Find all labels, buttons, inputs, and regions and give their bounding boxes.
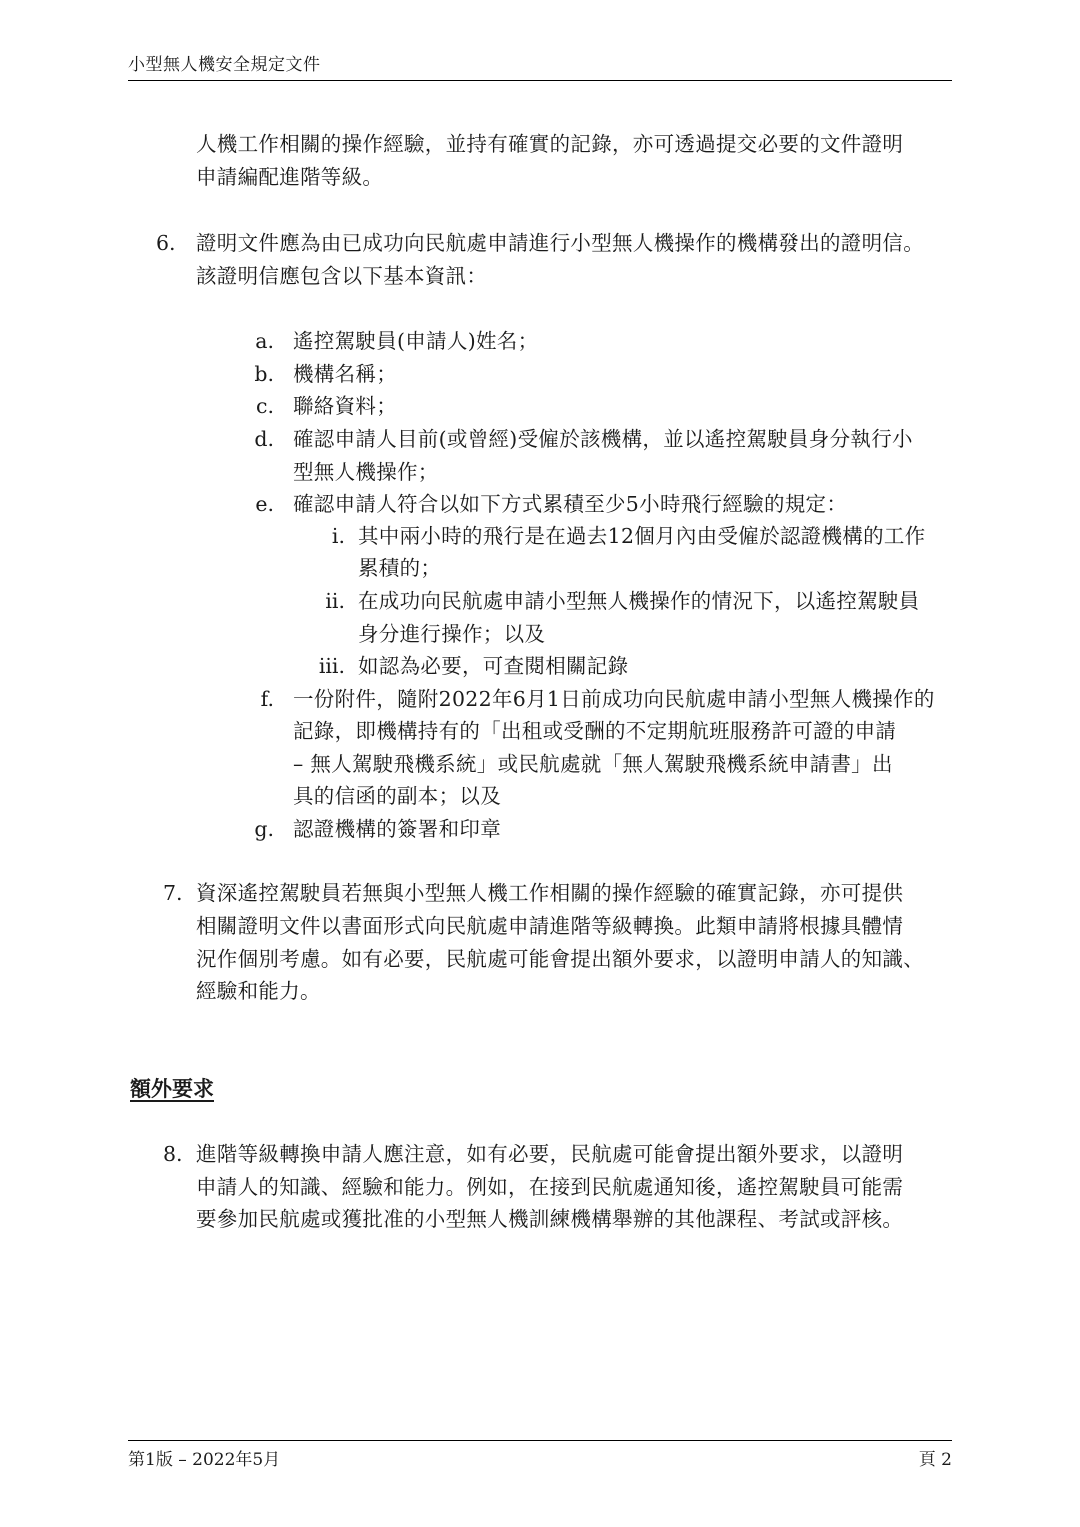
item-number: 8. (163, 1142, 183, 1166)
footer-divider (128, 1440, 952, 1441)
sub-item-label: e. (255, 492, 274, 516)
sub-item-label: d. (254, 427, 274, 451)
intro-line: 人機工作相關的操作經驗，並持有確實的記錄，亦可透過提交必要的文件證明 (196, 132, 904, 156)
sub-item-text: 機構名稱； (293, 362, 397, 386)
roman-item-label: iii. (318, 654, 345, 678)
roman-item-label: i. (331, 524, 345, 548)
intro-line: 申請編配進階等級。 (196, 165, 384, 189)
sub-item-label: a. (255, 329, 274, 353)
sub-item-text: 確認申請人目前(或曾經)受僱於該機構，並以遙控駕駛員身分執行小 (293, 427, 913, 451)
page-number: 頁 2 (918, 1450, 952, 1470)
item8-line: 進階等級轉換申請人應注意，如有必要，民航處可能會提出額外要求，以證明 (196, 1142, 904, 1166)
item7-line: 相關證明文件以書面形式向民航處申請進階等級轉換。此類申請將根據具體情 (196, 914, 904, 938)
item7-line: 資深遙控駕駛員若無與小型無人機工作相關的操作經驗的確實記錄，亦可提供 (196, 881, 904, 905)
sub-item-text: 記錄，即機構持有的「出租或受酬的不定期航班服務許可證的申請 (293, 719, 897, 743)
footer-edition: 第1版 – 2022年5月 (128, 1450, 281, 1470)
item6-line: 該證明信應包含以下基本資訊： (196, 264, 488, 288)
roman-item-text: 累積的； (358, 556, 442, 580)
sub-item-text: 確認申請人符合以如下方式累積至少5小時飛行經驗的規定： (293, 492, 848, 516)
sub-item-text: 一份附件，隨附2022年6月1日前成功向民航處申請小型無人機操作的 (293, 687, 935, 711)
sub-item-text: 型無人機操作； (293, 460, 439, 484)
item6-line: 證明文件應為由已成功向民航處申請進行小型無人機操作的機構發出的證明信。 (196, 231, 924, 255)
sub-item-label: g. (254, 817, 274, 841)
sub-item-label: f. (260, 687, 274, 711)
item-number: 7. (163, 881, 183, 905)
document-header-title: 小型無人機安全規定文件 (128, 55, 321, 75)
roman-item-text: 身分進行操作；以及 (358, 622, 546, 646)
sub-item-text: 聯絡資料； (293, 394, 397, 418)
roman-item-text: 其中兩小時的飛行是在過去12個月內由受僱於認證機構的工作 (358, 524, 926, 548)
section-heading: 額外要求 (130, 1077, 214, 1101)
roman-item-label: ii. (325, 589, 345, 613)
roman-item-text: 如認為必要，可查閱相關記錄 (358, 654, 629, 678)
item-number: 6. (156, 231, 176, 255)
sub-item-text: 認證機構的簽署和印章 (293, 817, 501, 841)
item7-line: 況作個別考慮。如有必要，民航處可能會提出額外要求，以證明申請人的知識、 (196, 947, 924, 971)
sub-item-label: c. (256, 394, 274, 418)
header-divider (128, 80, 952, 81)
sub-item-text: – 無人駕駛飛機系統」或民航處就「無人駕駛飛機系統申請書」出 (293, 752, 893, 776)
sub-item-text: 遙控駕駛員(申請人)姓名； (293, 329, 539, 353)
item8-line: 申請人的知識、經驗和能力。例如，在接到民航處通知後，遙控駕駛員可能需 (196, 1175, 904, 1199)
roman-item-text: 在成功向民航處申請小型無人機操作的情況下，以遙控駕駛員 (358, 589, 920, 613)
sub-item-text: 具的信函的副本；以及 (293, 784, 501, 808)
sub-item-label: b. (254, 362, 274, 386)
item8-line: 要參加民航處或獲批准的小型無人機訓練機構舉辦的其他課程、考試或評核。 (196, 1207, 904, 1231)
item7-line: 經驗和能力。 (196, 979, 321, 1003)
